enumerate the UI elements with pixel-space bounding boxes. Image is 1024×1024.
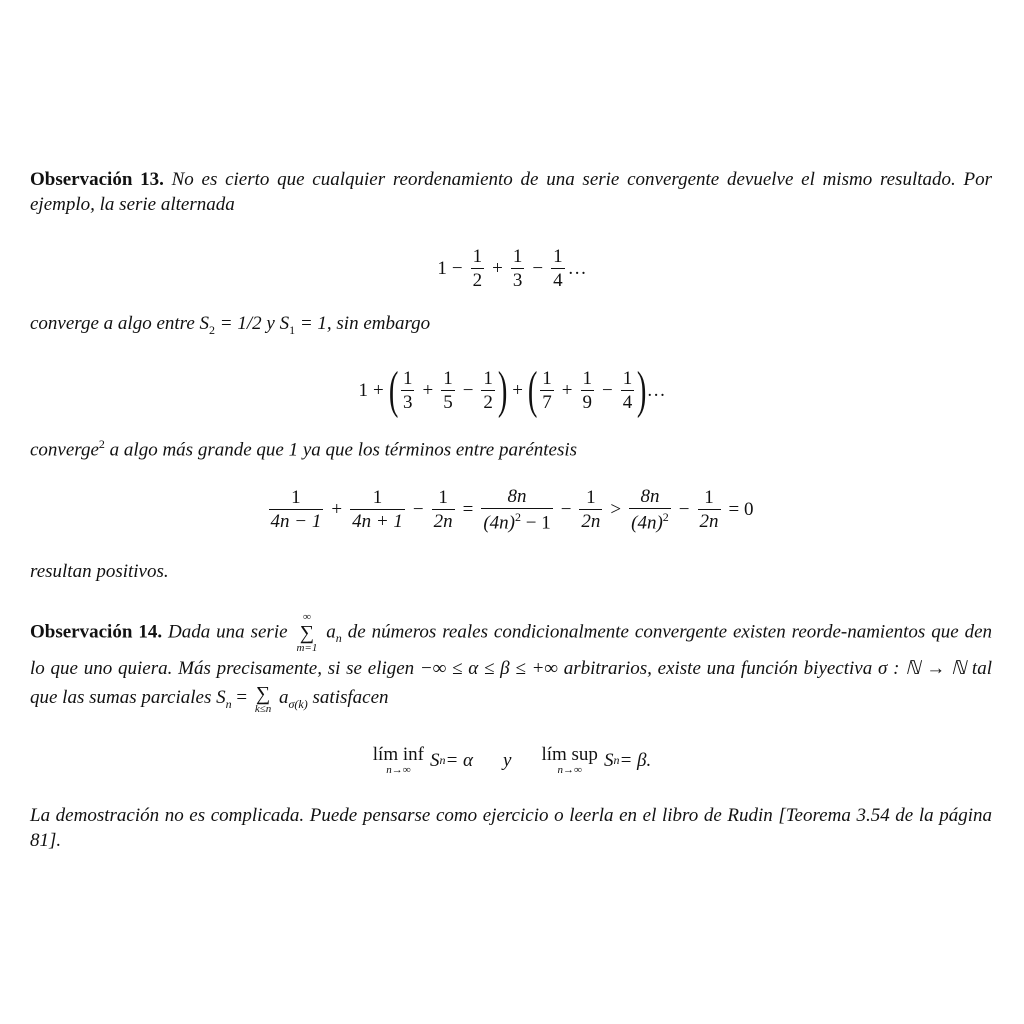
eq2-paren: (: [527, 362, 538, 419]
equation-rearranged-series: [0, 356, 1024, 426]
eq3-frac: $\frac{1}{2n}$: [581, 487, 601, 532]
obs13-text: No es cierto que cualquier reordenamiento de una serie convergente devuelve el mismo resultado. Por ejemplo, la serie alternada: [30, 169, 992, 215]
obs13-paragraph: [30, 168, 992, 217]
eq3-op: +: [331, 498, 343, 520]
ps-sub: σ(k): [288, 697, 308, 712]
eq3-op: >: [610, 498, 622, 520]
eq2-one: 1: [358, 379, 368, 401]
eq1-op: −: [451, 257, 463, 279]
sn-symbol: S: [216, 687, 226, 709]
eq2-op: +: [422, 379, 434, 401]
limsup-operator: lím sup n→∞: [541, 744, 598, 777]
obs14-text-1: Dada una serie: [168, 621, 288, 643]
eq4-s1: S: [429, 749, 440, 771]
eq2-op: +: [512, 379, 523, 401]
eq2-op: +: [372, 379, 384, 401]
eq2-frac: $\frac{1}{3}$: [402, 368, 413, 413]
eq1-op: −: [532, 257, 544, 279]
eq4-s2: S: [603, 749, 614, 771]
closing-paragraph: La demostración no es complicada. Puede pensarse como ejercicio o leerla en el libro de Rudin [Teorema 3.54 de la página 81].: [30, 805, 992, 851]
eq2-dots: …: [646, 379, 666, 401]
eq1-op: +: [492, 257, 503, 279]
converge-text-2: a algo más grande que 1 ya que los términos entre paréntesis: [104, 439, 578, 461]
eq2-frac: $\frac{1}{5}$: [443, 368, 453, 413]
eq2-frac: $\frac{1}{2}$: [483, 368, 493, 413]
s2-value: = 1/2 y: [215, 313, 280, 334]
obs14-text-2: de números reales condicionalmente convergente existen reorde-namientos que den lo que uno quiera. Más precisamente, si se eligen −∞ ≤ α ≤ β ≤ +∞ arbitrarios, existe una función biyectiva σ : ℕ → ℕ tal que las sumas parciales: [30, 621, 993, 709]
sn-eq: =: [231, 687, 252, 709]
eq4-s1-eq: = α: [445, 749, 474, 771]
eq4-s2-sub: n: [613, 753, 620, 768]
eq3-op: = 0: [728, 498, 754, 520]
obs13-converge-line: [30, 312, 992, 338]
eq3-op: −: [560, 498, 572, 520]
equation-inequality: [0, 480, 1024, 540]
obs13-result: resultan positivos.: [30, 561, 169, 582]
s2-sub: 2: [209, 322, 216, 337]
eq3-frac: $\frac{1}{2n}$: [699, 487, 719, 532]
eq1-frac-half: $\frac{1}{2}$: [472, 246, 483, 291]
eq1-dots: …: [567, 257, 587, 279]
eq4-s2-eq: = β.: [619, 749, 652, 771]
sn-sub: n: [225, 697, 232, 712]
s1-sub: 1: [289, 322, 296, 337]
eq2-op: +: [561, 379, 573, 401]
eq1-one: 1: [437, 257, 447, 279]
obs14-paragraph: [30, 612, 992, 715]
eq4-s1-sub: n: [439, 753, 446, 768]
converge-text: converge a algo entre: [30, 313, 195, 334]
eq2-frac: $\frac{1}{9}$: [582, 368, 593, 413]
eq3-frac: $\frac{8n}{(4n)^2}$: [631, 485, 669, 534]
footnote-marker: 2: [98, 437, 105, 451]
eq2-frac: $\frac{1}{7}$: [542, 368, 552, 413]
eq2-op: −: [462, 379, 474, 401]
s1-symbol: S: [279, 313, 290, 334]
equation-limits: [0, 738, 1024, 784]
an-symbol: a: [326, 621, 336, 643]
obs13-title: Observación 13.: [30, 169, 164, 190]
s2-symbol: S: [199, 313, 210, 334]
eq3-op: −: [412, 498, 424, 520]
eq2-frac: $\frac{1}{4}$: [622, 368, 633, 413]
eq1-frac-third: $\frac{1}{3}$: [512, 246, 523, 291]
eq3-op: −: [678, 498, 690, 520]
obs14-text-3: satisfacen: [312, 687, 389, 709]
eq3-frac: $\frac{1}{4n - 1}$: [270, 487, 322, 532]
partial-sum-operator: ∑ k≤n: [254, 682, 272, 715]
s1-value: = 1, sin embargo: [295, 313, 431, 334]
an-sub: n: [335, 631, 342, 646]
eq2-op: −: [602, 379, 613, 401]
obs14-title: Observación 14.: [30, 621, 163, 643]
eq3-frac: $\frac{1}{4n + 1}$: [352, 487, 403, 532]
eq4-and: y: [503, 749, 512, 771]
eq3-frac: $\frac{8n}{(4n)^2 - 1}$: [483, 485, 551, 534]
converge-text: converge: [30, 439, 99, 461]
eq2-paren: (: [388, 362, 399, 419]
obs13-converge-line-2: [30, 437, 992, 463]
eq3-frac: $\frac{1}{2n}$: [433, 487, 453, 532]
liminf-operator: lím inf n→∞: [372, 744, 424, 777]
eq3-op: =: [462, 498, 474, 520]
eq1-frac-quarter: $\frac{1}{4}$: [553, 246, 563, 291]
eq2-paren: ): [637, 362, 647, 419]
equation-alternating-series: [0, 244, 1024, 294]
eq2-paren: ): [497, 362, 508, 419]
ps-a-symbol: a: [279, 687, 289, 709]
series-sum-operator: ∞ ∑ m=1: [296, 611, 318, 654]
